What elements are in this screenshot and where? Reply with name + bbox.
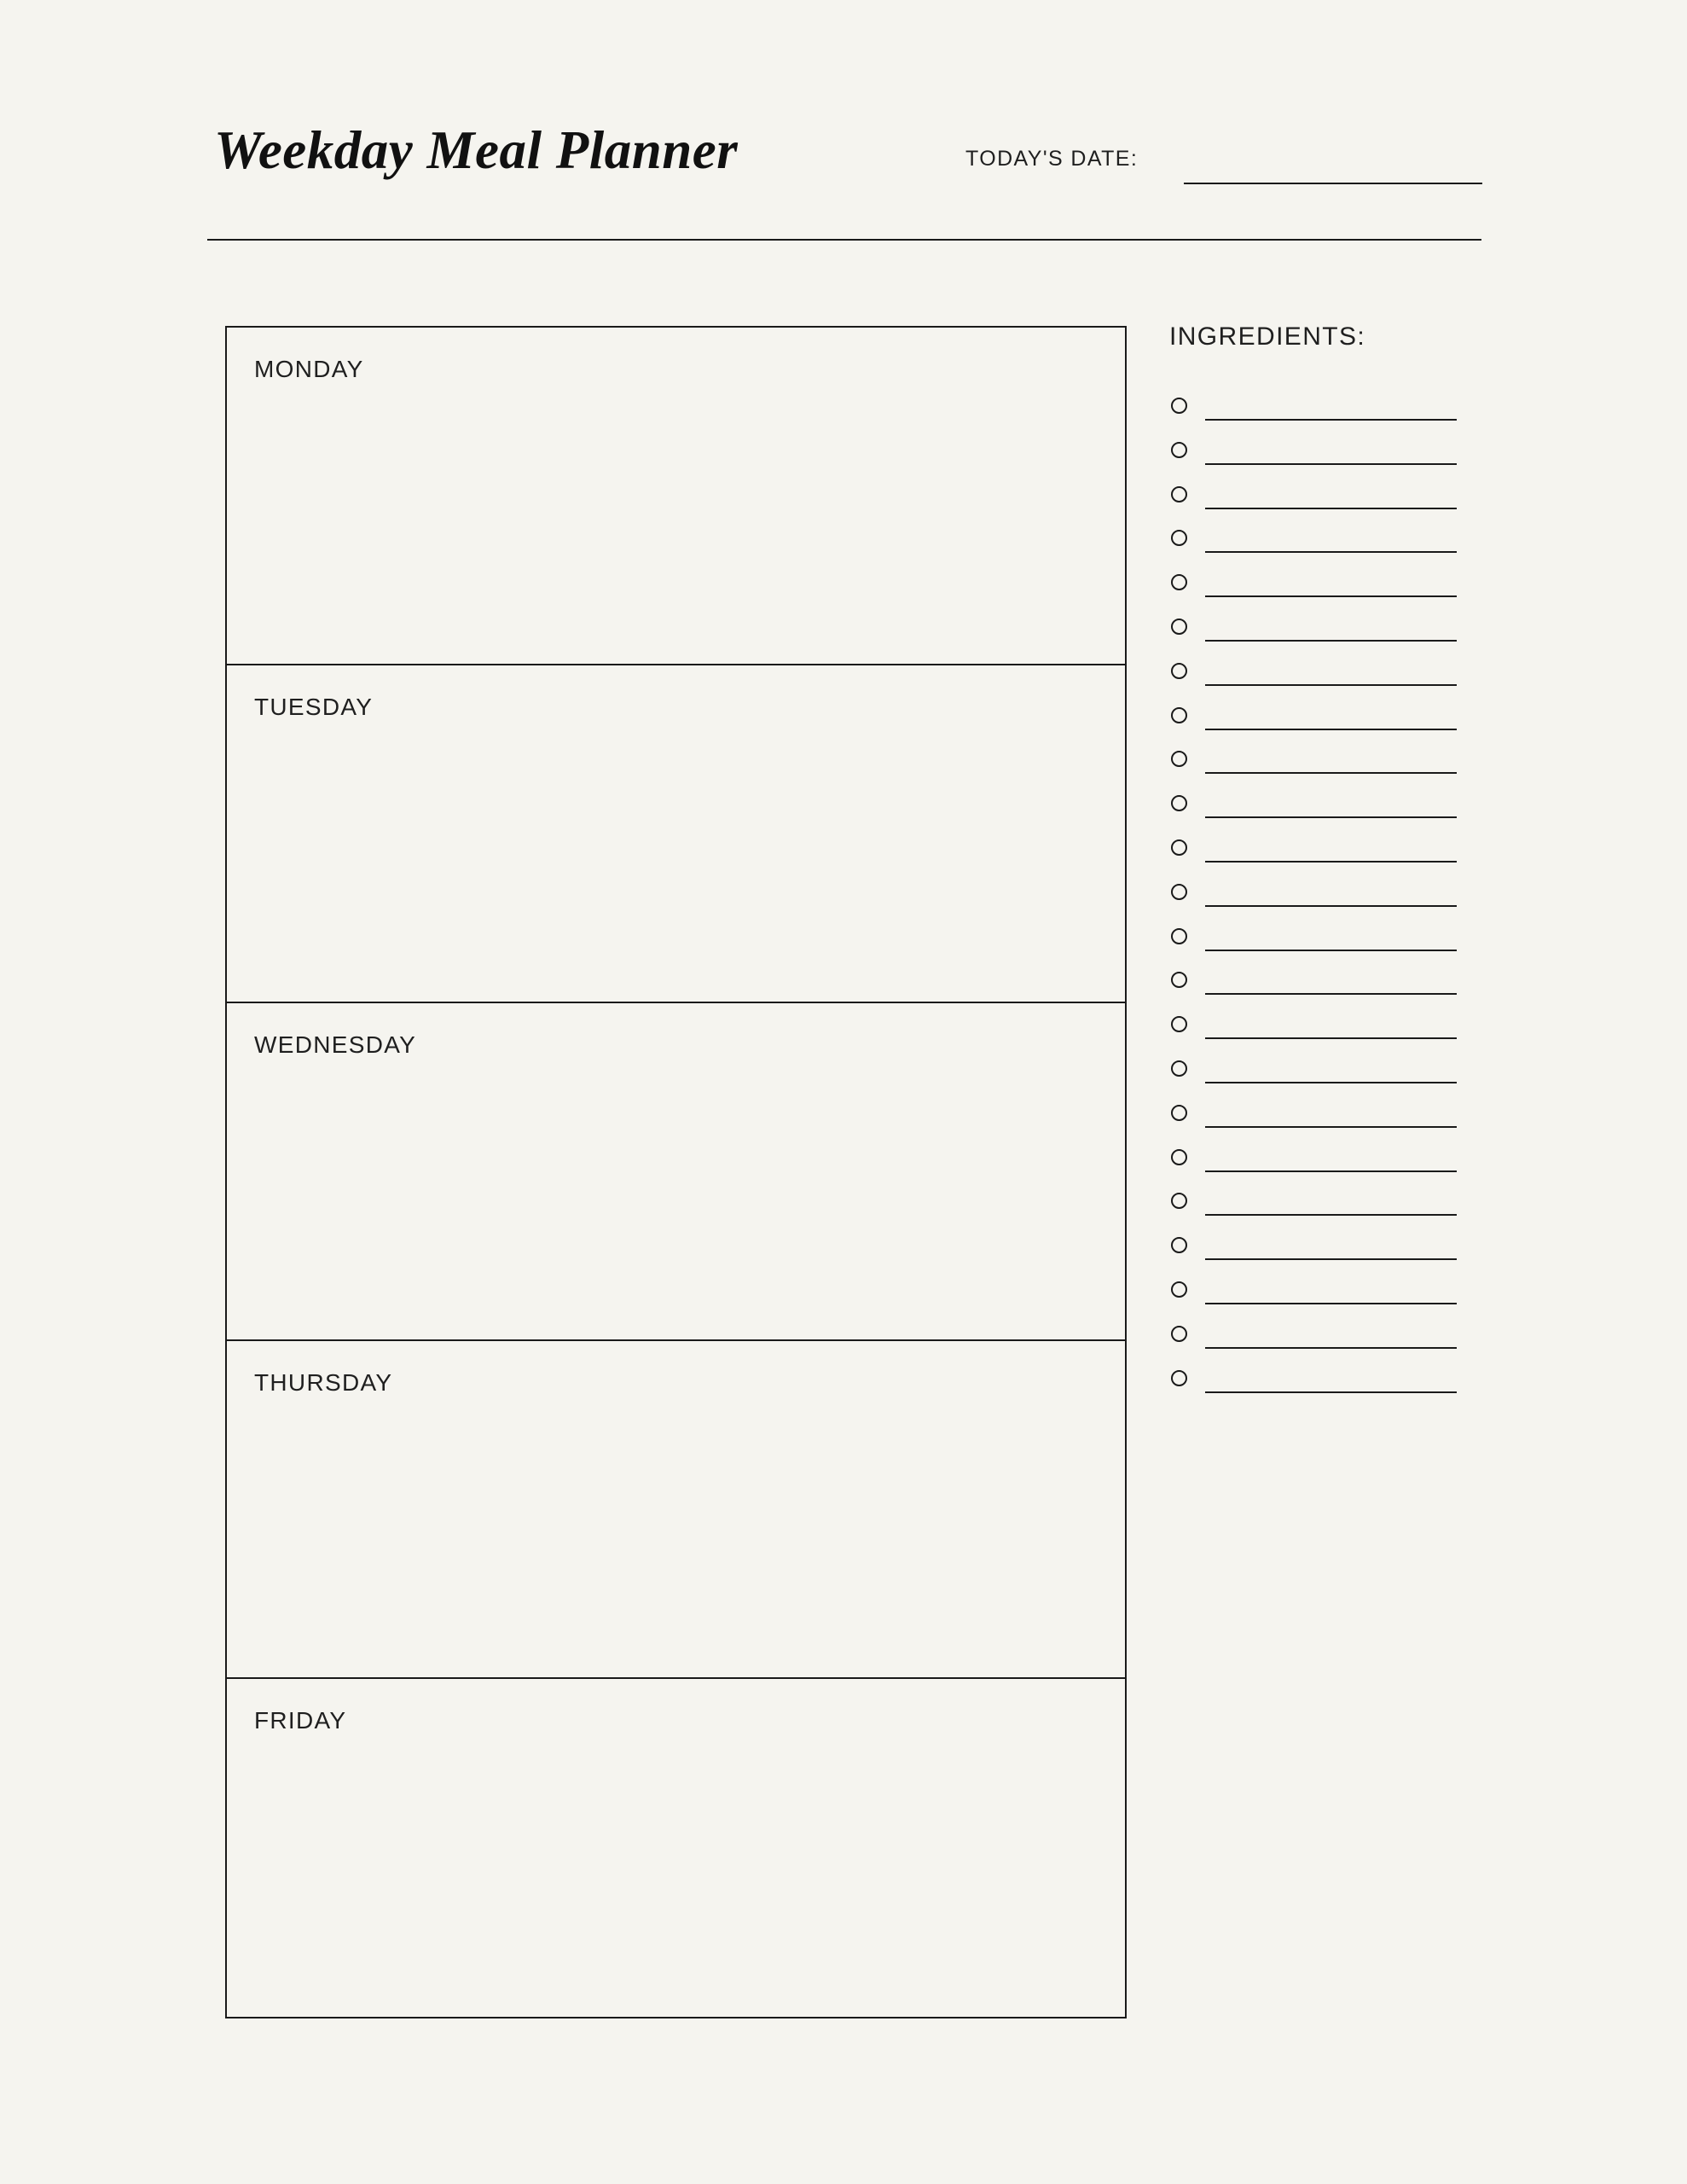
checkbox-circle-icon[interactable] xyxy=(1171,619,1187,635)
ingredient-row xyxy=(1169,566,1493,610)
checkbox-circle-icon[interactable] xyxy=(1171,1370,1187,1386)
ingredient-input-line[interactable] xyxy=(1205,1126,1457,1128)
ingredient-input-line[interactable] xyxy=(1205,1258,1457,1260)
checkbox-circle-icon[interactable] xyxy=(1171,707,1187,723)
checkbox-circle-icon[interactable] xyxy=(1171,1193,1187,1209)
ingredient-input-line[interactable] xyxy=(1205,463,1457,465)
ingredient-row xyxy=(1169,1362,1493,1406)
checkbox-circle-icon[interactable] xyxy=(1171,1105,1187,1121)
ingredients-title: INGREDIENTS: xyxy=(1169,322,1366,351)
todays-date-input-line[interactable] xyxy=(1184,183,1482,184)
checkbox-circle-icon[interactable] xyxy=(1171,486,1187,502)
ingredient-input-line[interactable] xyxy=(1205,816,1457,818)
checkbox-circle-icon[interactable] xyxy=(1171,1326,1187,1342)
ingredient-input-line[interactable] xyxy=(1205,508,1457,509)
checkbox-circle-icon[interactable] xyxy=(1171,928,1187,944)
checkbox-circle-icon[interactable] xyxy=(1171,795,1187,811)
header-divider xyxy=(207,239,1481,241)
checkbox-circle-icon[interactable] xyxy=(1171,663,1187,679)
day-row-monday[interactable] xyxy=(227,328,1125,665)
ingredient-input-line[interactable] xyxy=(1205,551,1457,553)
ingredient-input-line[interactable] xyxy=(1205,1303,1457,1304)
ingredient-input-line[interactable] xyxy=(1205,993,1457,995)
ingredient-row xyxy=(1169,433,1493,478)
page-title: Weekday Meal Planner xyxy=(214,120,739,180)
todays-date-label: TODAY'S DATE: xyxy=(965,147,1139,171)
checkbox-circle-icon[interactable] xyxy=(1171,1149,1187,1165)
ingredients-list xyxy=(1169,389,1493,1405)
checkbox-circle-icon[interactable] xyxy=(1171,839,1187,856)
day-row-tuesday[interactable] xyxy=(227,665,1125,1003)
day-row-thursday[interactable] xyxy=(227,1341,1125,1679)
ingredient-input-line[interactable] xyxy=(1205,1347,1457,1349)
ingredient-row xyxy=(1169,875,1493,920)
ingredient-input-line[interactable] xyxy=(1205,950,1457,951)
day-row-wednesday[interactable] xyxy=(227,1003,1125,1341)
ingredient-row xyxy=(1169,787,1493,831)
checkbox-circle-icon[interactable] xyxy=(1171,574,1187,590)
ingredient-row xyxy=(1169,654,1493,699)
ingredient-row xyxy=(1169,1096,1493,1141)
day-label-tuesday: TUESDAY xyxy=(254,694,374,720)
page-header xyxy=(207,119,1481,239)
day-label-monday: MONDAY xyxy=(254,356,364,382)
ingredient-row xyxy=(1169,610,1493,654)
checkbox-circle-icon[interactable] xyxy=(1171,398,1187,414)
ingredient-input-line[interactable] xyxy=(1205,640,1457,642)
ingredient-row xyxy=(1169,742,1493,787)
ingredient-row xyxy=(1169,963,1493,1008)
checkbox-circle-icon[interactable] xyxy=(1171,1060,1187,1077)
ingredient-row xyxy=(1169,831,1493,875)
checkbox-circle-icon[interactable] xyxy=(1171,530,1187,546)
ingredient-input-line[interactable] xyxy=(1205,1170,1457,1172)
ingredient-row xyxy=(1169,478,1493,522)
ingredient-input-line[interactable] xyxy=(1205,419,1457,421)
day-label-wednesday: WEDNESDAY xyxy=(254,1031,417,1058)
ingredient-input-line[interactable] xyxy=(1205,1037,1457,1039)
checkbox-circle-icon[interactable] xyxy=(1171,442,1187,458)
ingredient-row xyxy=(1169,1008,1493,1052)
ingredient-row xyxy=(1169,699,1493,743)
ingredient-row xyxy=(1169,1228,1493,1273)
checkbox-circle-icon[interactable] xyxy=(1171,972,1187,988)
ingredient-row xyxy=(1169,1052,1493,1096)
checkbox-circle-icon[interactable] xyxy=(1171,1237,1187,1253)
ingredient-input-line[interactable] xyxy=(1205,729,1457,730)
ingredient-row xyxy=(1169,1317,1493,1362)
ingredient-input-line[interactable] xyxy=(1205,861,1457,863)
checkbox-circle-icon[interactable] xyxy=(1171,1281,1187,1298)
ingredient-input-line[interactable] xyxy=(1205,595,1457,597)
ingredient-input-line[interactable] xyxy=(1205,905,1457,907)
checkbox-circle-icon[interactable] xyxy=(1171,1016,1187,1032)
ingredient-input-line[interactable] xyxy=(1205,1082,1457,1083)
day-label-friday: FRIDAY xyxy=(254,1707,347,1734)
ingredient-row xyxy=(1169,389,1493,433)
ingredient-input-line[interactable] xyxy=(1205,1214,1457,1216)
ingredient-input-line[interactable] xyxy=(1205,684,1457,686)
ingredient-input-line[interactable] xyxy=(1205,772,1457,774)
weekday-grid xyxy=(225,326,1127,2018)
day-row-friday[interactable] xyxy=(227,1679,1125,2017)
checkbox-circle-icon[interactable] xyxy=(1171,884,1187,900)
ingredient-input-line[interactable] xyxy=(1205,1391,1457,1393)
checkbox-circle-icon[interactable] xyxy=(1171,751,1187,767)
day-label-thursday: THURSDAY xyxy=(254,1369,393,1396)
ingredient-row xyxy=(1169,920,1493,964)
ingredient-row xyxy=(1169,1141,1493,1185)
ingredient-row xyxy=(1169,521,1493,566)
ingredient-row xyxy=(1169,1184,1493,1228)
ingredient-row xyxy=(1169,1273,1493,1317)
